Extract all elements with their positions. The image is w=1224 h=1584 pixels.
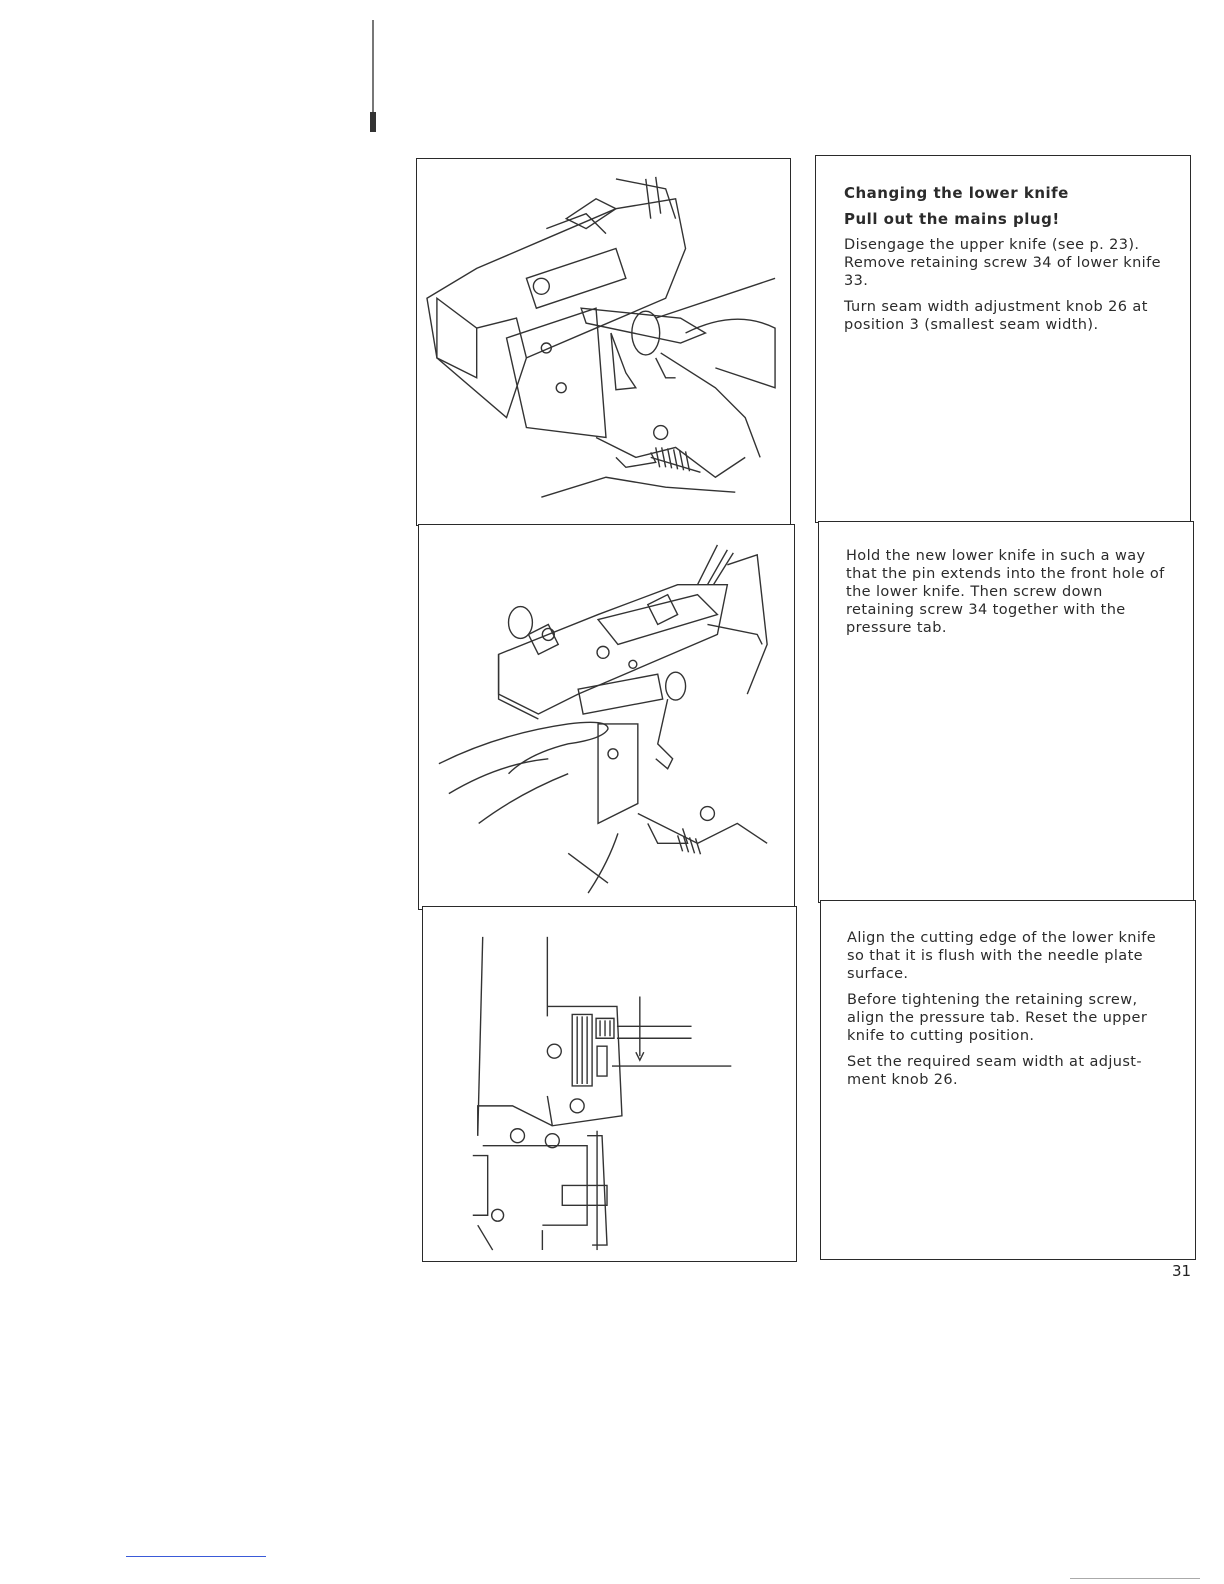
instruction-paragraph: Hold the new lower knife in such a way that the pin extends into the front hole of the lower knife. Then screw down retaining screw 34 together with the pressure tab. xyxy=(846,548,1165,636)
instruction-paragraph: Align the cutting edge of the lower knife so that it is flush with the needle plate surface. xyxy=(847,930,1157,982)
link-underline xyxy=(126,1556,266,1557)
instruction-paragraph: Before tightening the retaining screw, align the pressure tab. Reset the upper knife to cutting position. xyxy=(847,992,1148,1044)
warning-text: Pull out the mains plug! xyxy=(844,210,1060,228)
illustration-panel-1 xyxy=(416,158,791,526)
text-panel-3 xyxy=(820,900,1196,1260)
instruction-paragraph: Disengage the upper knife (see p. 23). Remove retaining screw 34 of lower knife 33. xyxy=(844,237,1161,289)
illustration-panel-3 xyxy=(422,906,797,1262)
illustration-panel-2 xyxy=(418,524,795,910)
needle-plate-alignment-illustration xyxy=(423,907,796,1261)
text-panel-1 xyxy=(815,155,1191,523)
section-heading: Changing the lower knife xyxy=(844,184,1069,202)
page-number: 31 xyxy=(1172,1262,1192,1280)
instruction-paragraph: Turn seam width adjustment knob 26 at position 3 (smallest seam width). xyxy=(844,299,1148,333)
lower-knife-removal-illustration xyxy=(417,159,790,525)
text-panel-2 xyxy=(818,521,1194,903)
divider xyxy=(1070,1578,1200,1579)
lower-knife-insertion-illustration xyxy=(419,525,794,909)
instruction-paragraph: Set the required seam width at adjust-ment knob 26. xyxy=(847,1054,1143,1088)
scan-artifact xyxy=(370,112,376,132)
